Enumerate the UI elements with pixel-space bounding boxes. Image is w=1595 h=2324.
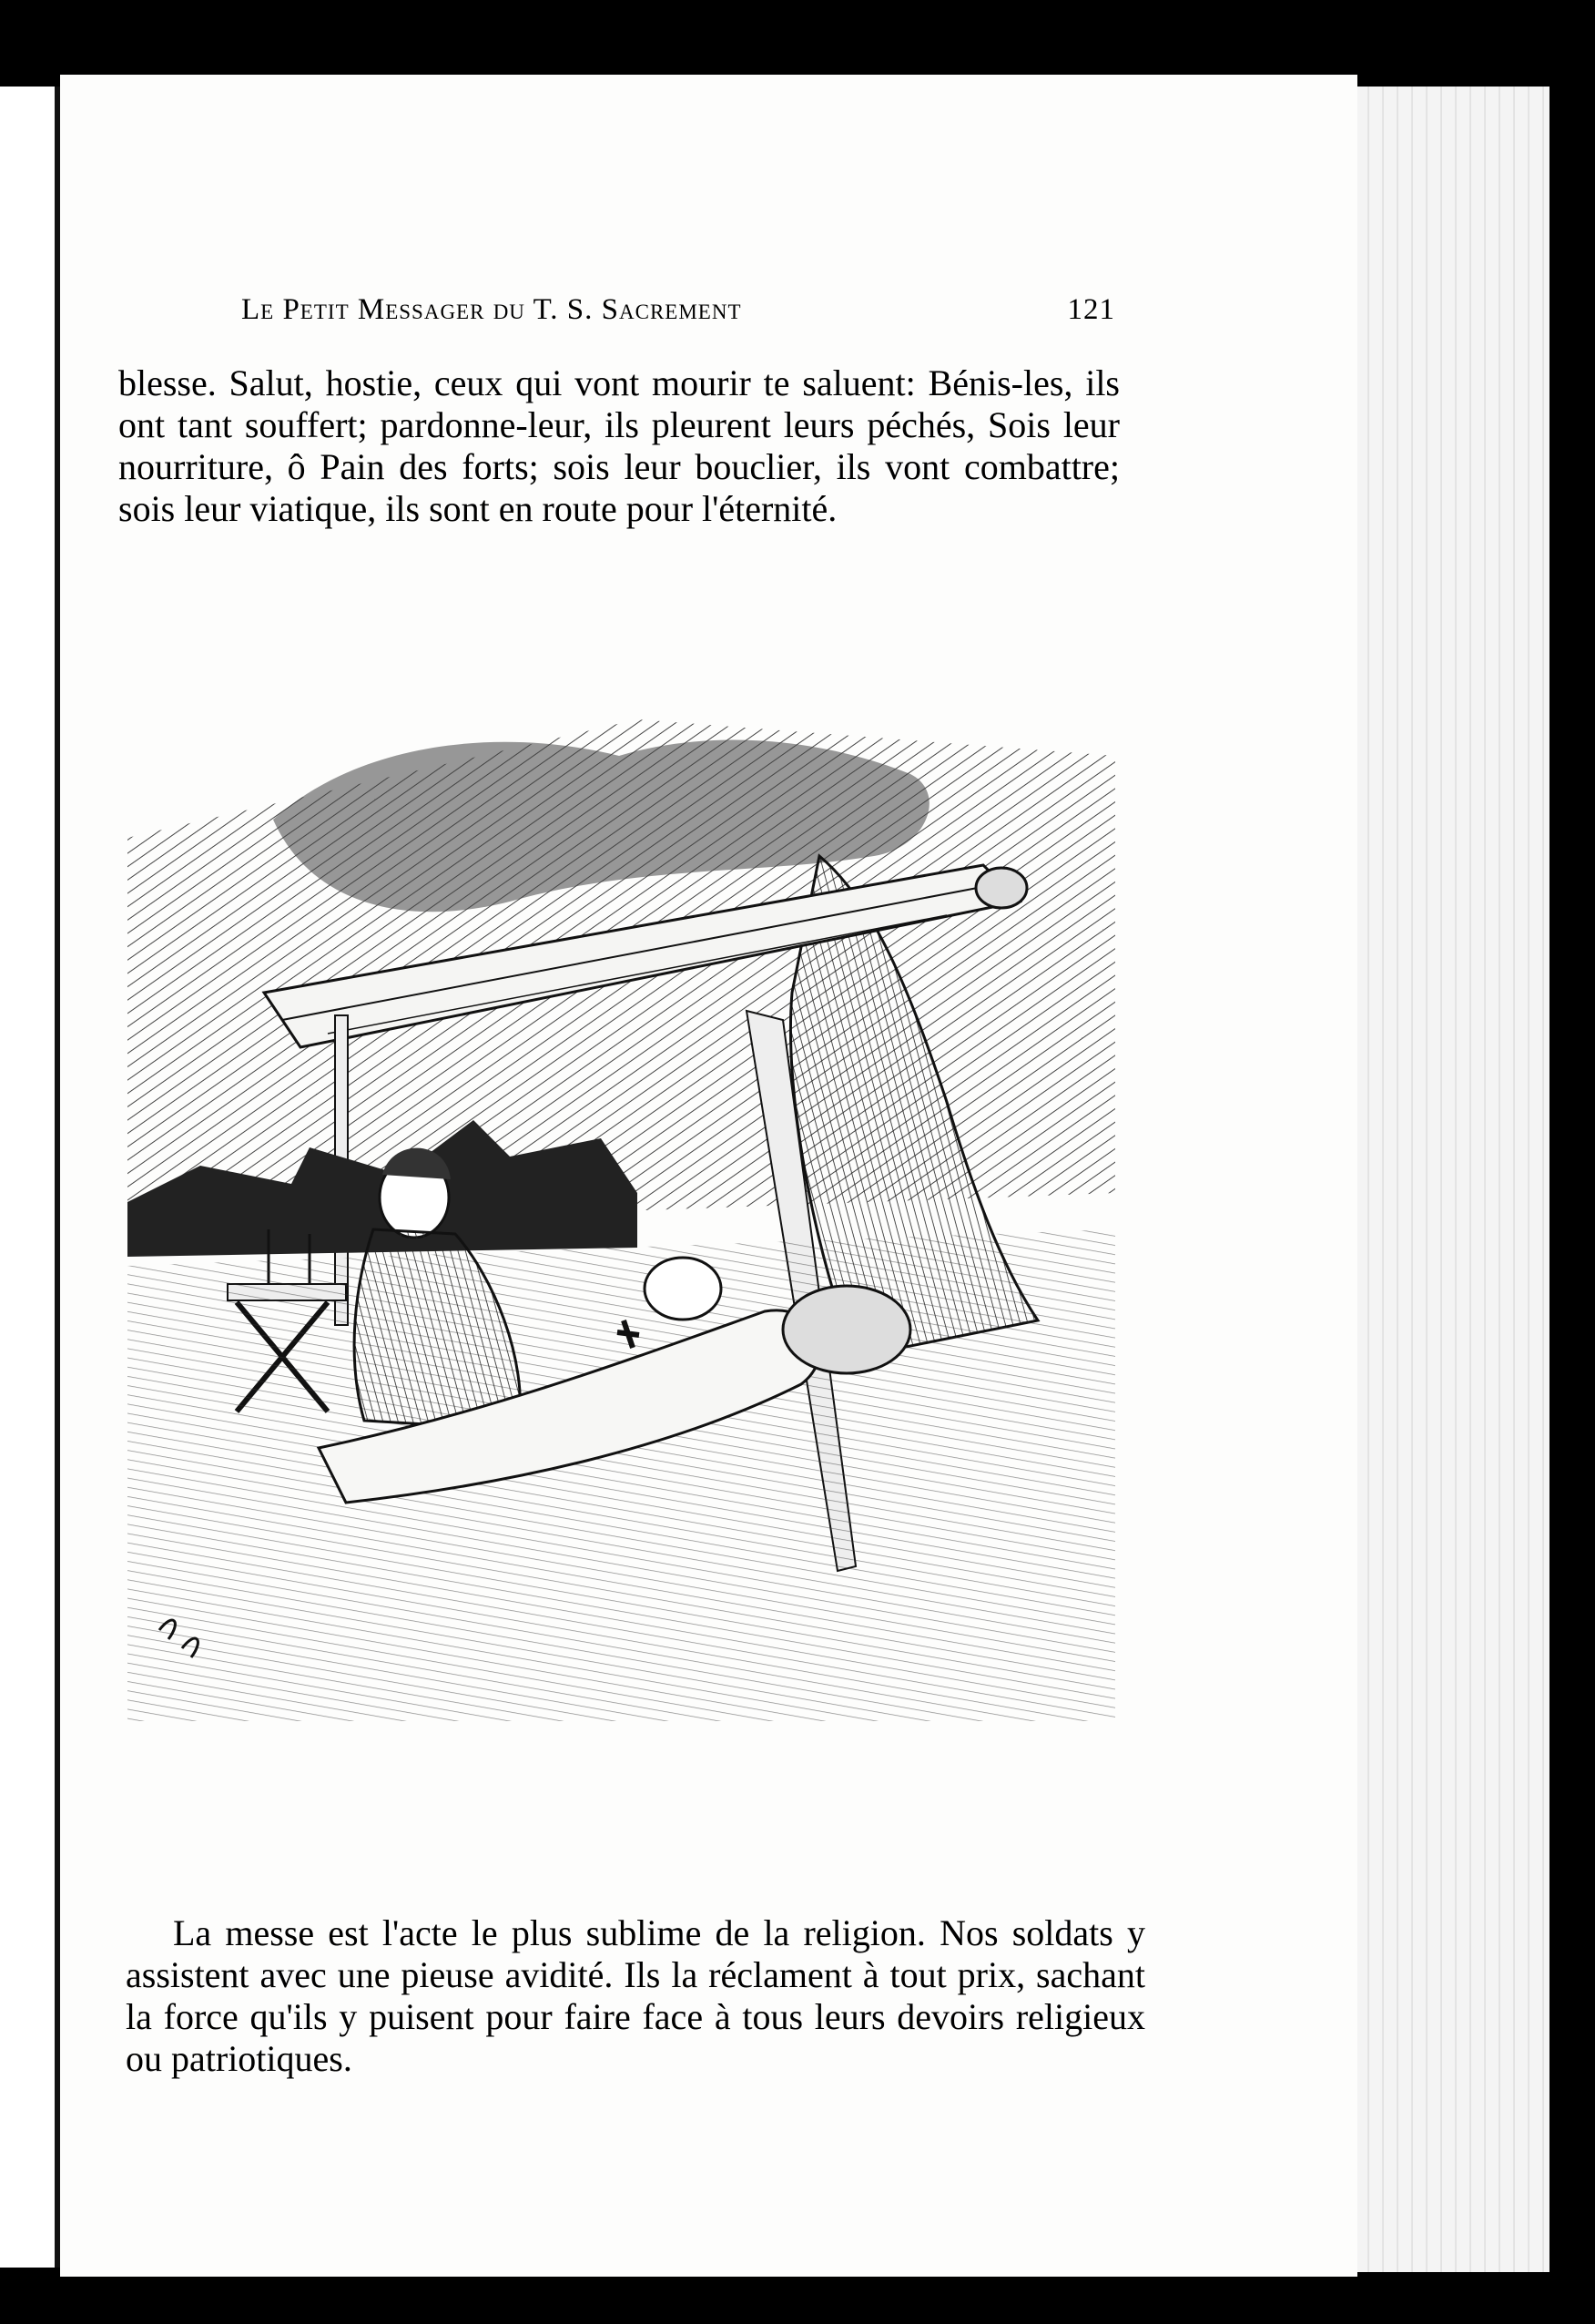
paragraph-1: blesse. Salut, hostie, ceux qui vont mourir te saluent: Bénis-les, ils ont tant souffert; pardonne-leur, ils pleurent leurs péchés, Sois leur nourriture, ô Pain des forts; sois leur bouclier, ils vont combattre; sois leur viatique, ils sont en route pour l'éternité. xyxy=(118,362,1120,529)
blanket-roll xyxy=(783,1286,910,1373)
left-page-edge xyxy=(0,87,60,2268)
page-number: 121 xyxy=(1067,293,1115,326)
page-header xyxy=(241,293,1115,337)
running-title: Le Petit Messager du T. S. Sacrement xyxy=(241,293,742,326)
page-stack-edge xyxy=(1338,87,1549,2272)
engraving-illustration xyxy=(127,719,1115,1721)
paragraph-2: La messe est l'acte le plus sublime de la religion. Nos soldats y assistent avec une pieuse avidité. Ils la réclament à tout prix, sachant la force qu'ils y puisent pour faire face à tous leurs devoirs religieux ou patriotiques. xyxy=(126,1912,1145,2079)
ground xyxy=(127,1229,1115,1721)
